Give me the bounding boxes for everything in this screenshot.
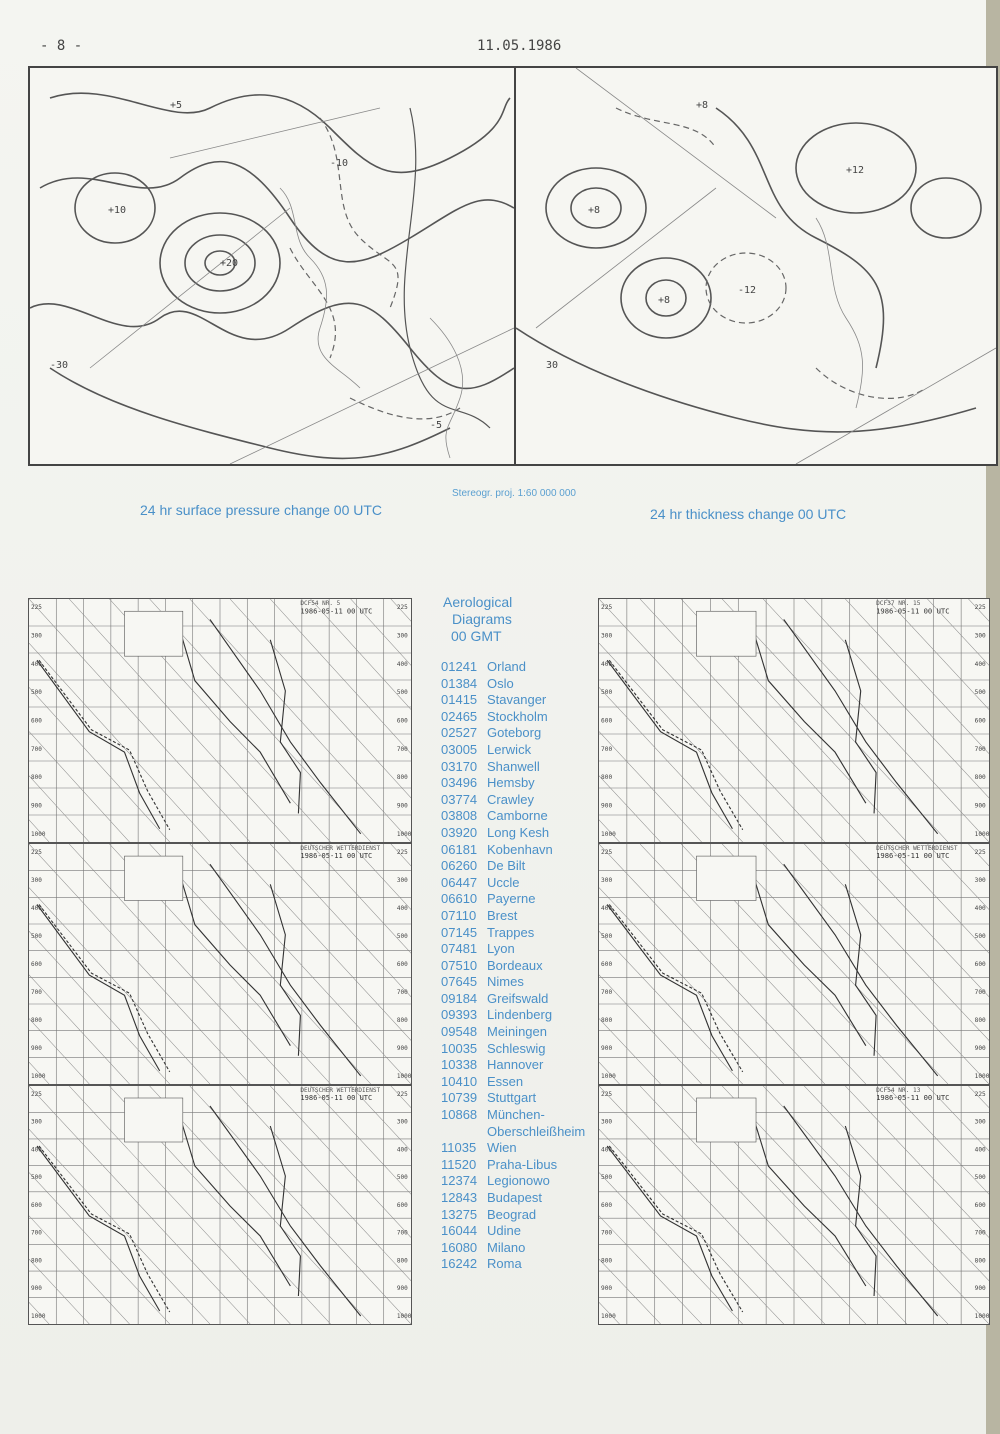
pressure-level-label: 800 <box>601 1257 613 1265</box>
svg-text:-12: -12 <box>738 285 757 296</box>
pressure-level-label: 900 <box>396 1044 408 1052</box>
pressure-level-label: 600 <box>974 1202 986 1209</box>
station-name: Orland <box>487 659 527 674</box>
station-name: Brest <box>487 907 518 923</box>
pressure-level-label: 700 <box>31 1229 42 1237</box>
station-item <box>441 1107 591 1124</box>
pressure-level-label: 600 <box>601 961 613 968</box>
diagram-date-stamp: 1986-05-11 00 UTC <box>876 851 950 861</box>
diagram-office-label: DCF54 NR. 13 <box>876 1087 921 1094</box>
station-name: Oslo <box>487 675 514 691</box>
pressure-level-label: 600 <box>974 961 986 968</box>
pressure-level-label: 600 <box>601 1202 613 1209</box>
pressure-level-label: 225 <box>396 604 408 612</box>
station-name: Shanwell <box>487 758 540 774</box>
pressure-level-label: 1000 <box>974 1313 989 1320</box>
station-name: Lindenberg <box>487 1007 553 1023</box>
pressure-level-label: 1000 <box>601 830 616 838</box>
station-code: 16242 <box>441 1256 478 1272</box>
pressure-level-label: 800 <box>974 1017 986 1024</box>
station-code: 07110 <box>441 907 477 923</box>
station-code: 03496 <box>441 775 478 791</box>
pressure-level-label: 600 <box>396 1202 408 1209</box>
pressure-level-label: 500 <box>31 933 42 941</box>
pressure-level-label: 800 <box>601 1017 613 1024</box>
station-info-box <box>125 856 183 900</box>
pressure-level-label: 300 <box>31 632 42 640</box>
station-name: Bordeaux <box>487 957 543 973</box>
station-name: Oberschleißheim <box>487 1123 586 1139</box>
diagram-date-stamp: 1986-05-11 00 UTC <box>300 606 373 616</box>
station-item <box>441 1024 591 1041</box>
pressure-level-label: 900 <box>31 802 42 810</box>
station-code: 12374 <box>441 1173 478 1189</box>
svg-text:+5: +5 <box>170 100 183 111</box>
diagram-svg <box>29 1086 411 1324</box>
pressure-level-label: 225 <box>601 604 613 612</box>
station-item <box>441 1256 591 1273</box>
diagram-office-label: DEUTSCHER WETTERDIENST <box>876 845 958 853</box>
station-list <box>441 659 591 1273</box>
station-name: Schleswig <box>487 1040 546 1056</box>
pressure-level-label: 500 <box>31 1174 42 1182</box>
station-info-box <box>697 611 757 656</box>
page-date: 11.05.1986 <box>477 38 562 54</box>
pressure-level-label: 400 <box>601 660 613 668</box>
diagram-svg <box>599 1086 989 1324</box>
station-name: Meiningen <box>487 1024 547 1040</box>
pressure-level-label: 500 <box>974 1174 986 1182</box>
svg-text:+20: +20 <box>220 258 239 269</box>
pressure-level-label: 1000 <box>974 830 989 838</box>
thickness-caption: 24 hr thickness change 00 UTC <box>650 506 847 522</box>
diagram-svg <box>599 844 989 1084</box>
station-code: 03774 <box>441 791 478 807</box>
pressure-level-label: 900 <box>396 1285 408 1293</box>
svg-text:+12: +12 <box>846 165 865 176</box>
station-name: Essen <box>487 1073 524 1089</box>
pressure-level-label: 500 <box>601 933 613 941</box>
station-item <box>441 842 591 859</box>
pressure-level-label: 300 <box>31 1118 42 1126</box>
pressure-level-label: 700 <box>974 745 986 753</box>
pressure-level-label: 400 <box>396 660 408 668</box>
pressure-level-label: 600 <box>601 717 613 725</box>
svg-text:+8: +8 <box>588 205 601 216</box>
pressure-level-label: 700 <box>31 745 42 753</box>
pressure-level-label: 600 <box>31 961 42 969</box>
station-item <box>441 676 591 693</box>
station-code: 11520 <box>441 1156 477 1172</box>
station-name: Milano <box>487 1239 526 1255</box>
station-code: 10338 <box>441 1057 478 1073</box>
station-name: Stavanger <box>487 692 547 708</box>
station-item <box>441 775 591 792</box>
station-item <box>441 925 591 942</box>
station-name: Camborne <box>487 808 548 824</box>
pressure-level-label: 900 <box>31 1285 42 1293</box>
station-code: 01241 <box>441 659 478 674</box>
legend-time: 00 GMT <box>451 628 502 644</box>
projection-note: Stereogr. proj. 1:60 000 000 <box>452 488 576 499</box>
station-code: 06260 <box>441 858 478 874</box>
station-item <box>441 692 591 709</box>
station-name: Wien <box>487 1140 517 1156</box>
pressure-level-label: 400 <box>974 660 986 668</box>
aerological-diagram <box>28 1085 412 1325</box>
pressure-level-label: 500 <box>31 689 42 697</box>
station-name: De Bilt <box>487 858 526 874</box>
pressure-level-label: 800 <box>31 774 42 782</box>
aerological-diagram <box>598 1085 990 1325</box>
station-code: 03170 <box>441 758 478 774</box>
station-info-box <box>697 1098 757 1142</box>
aerological-diagram <box>28 598 412 843</box>
pressure-level-label: 300 <box>31 877 42 885</box>
station-item <box>441 1223 591 1240</box>
station-info-box <box>697 856 757 900</box>
pressure-level-label: 600 <box>974 717 986 725</box>
pressure-level-label: 400 <box>601 1146 613 1154</box>
pressure-level-label: 225 <box>396 849 408 857</box>
pressure-level-label: 800 <box>31 1016 42 1024</box>
pressure-level-label: 400 <box>974 1146 986 1154</box>
pressure-level-label: 900 <box>974 802 986 810</box>
map-left-svg <box>30 68 514 464</box>
station-name: Legionowo <box>487 1173 550 1189</box>
pressure-level-label: 300 <box>396 632 408 640</box>
pressure-level-label: 900 <box>974 1285 986 1293</box>
pressure-level-label: 300 <box>974 1118 986 1126</box>
station-item <box>441 1140 591 1157</box>
svg-text:+8: +8 <box>696 100 709 111</box>
station-name: Uccle <box>487 874 520 890</box>
pressure-level-label: 400 <box>974 905 986 913</box>
pressure-level-label: 500 <box>396 933 408 941</box>
station-name: Greifswald <box>487 990 549 1006</box>
station-name: Lyon <box>487 941 515 957</box>
diagram-office-label: DCF54 NR. 5 <box>300 600 341 608</box>
svg-text:-5: -5 <box>430 420 443 431</box>
pressure-level-label: 800 <box>31 1257 42 1265</box>
station-name: Long Kesh <box>487 824 550 840</box>
station-name: Goteborg <box>487 725 542 741</box>
pressure-level-label: 600 <box>31 1202 42 1209</box>
station-code: 16044 <box>441 1223 478 1239</box>
pressure-level-label: 900 <box>601 802 613 810</box>
pressure-level-label: 700 <box>396 988 408 997</box>
surface-pressure-change-map <box>28 66 516 466</box>
aerological-diagram <box>598 598 990 843</box>
pressure-level-label: 500 <box>601 1174 613 1182</box>
svg-text:+8: +8 <box>658 295 671 306</box>
station-legend <box>441 594 591 1273</box>
pressure-level-label: 1000 <box>31 1313 46 1320</box>
diagram-date-stamp: 1986-05-11 00 UTC <box>876 1093 950 1102</box>
pressure-level-label: 800 <box>396 1016 408 1024</box>
pressure-level-label: 300 <box>601 1118 613 1126</box>
diagram-svg <box>599 599 989 842</box>
pressure-level-label: 225 <box>396 1091 408 1098</box>
station-code: 10035 <box>441 1040 478 1056</box>
pressure-level-label: 900 <box>31 1044 42 1052</box>
station-item <box>441 725 591 742</box>
pressure-level-label: 600 <box>31 717 42 725</box>
pressure-level-label: 500 <box>396 1174 408 1182</box>
pressure-level-label: 300 <box>396 1118 408 1126</box>
pressure-level-label: 1000 <box>396 830 411 838</box>
pressure-level-label: 500 <box>974 933 986 941</box>
pressure-level-label: 700 <box>601 745 613 753</box>
pressure-level-label: 1000 <box>974 1072 989 1080</box>
pressure-level-label: 700 <box>396 1229 408 1237</box>
diagram-svg <box>29 844 411 1084</box>
diagram-date-stamp: 1986-05-11 00 UTC <box>300 851 373 861</box>
station-code: 10868 <box>441 1107 478 1123</box>
station-name: Budapest <box>487 1190 542 1205</box>
pressure-level-label: 500 <box>974 689 986 697</box>
station-name: Trappes <box>487 924 535 940</box>
station-name: Kobenhavn <box>487 841 553 857</box>
station-code: 06610 <box>441 891 478 907</box>
pressure-level-label: 300 <box>974 632 986 640</box>
station-info-box <box>125 611 183 656</box>
station-item <box>441 1041 591 1058</box>
station-code: 10739 <box>441 1090 478 1106</box>
pressure-level-label: 600 <box>396 717 408 725</box>
station-item <box>441 991 591 1008</box>
aerological-diagram <box>28 843 412 1085</box>
station-item <box>441 1190 591 1207</box>
station-name: Hannover <box>487 1057 544 1073</box>
aerological-diagram <box>598 843 990 1085</box>
pressure-level-label: 400 <box>396 905 408 913</box>
page-number: - 8 - <box>40 38 83 54</box>
station-code: 07145 <box>441 924 478 940</box>
station-code: 02465 <box>441 708 478 724</box>
pressure-level-label: 225 <box>31 849 42 857</box>
pressure-level-label: 900 <box>601 1045 613 1052</box>
pressure-level-label: 900 <box>974 1045 986 1052</box>
pressure-level-label: 700 <box>601 1229 613 1237</box>
pressure-level-label: 400 <box>31 905 42 913</box>
legend-title: Aerological <box>443 594 513 610</box>
pressure-level-label: 800 <box>974 774 986 782</box>
station-item <box>441 742 591 759</box>
pressure-level-label: 700 <box>974 989 986 996</box>
station-item <box>441 974 591 991</box>
surface-pressure-caption: 24 hr surface pressure change 00 UTC <box>140 502 383 518</box>
pressure-level-label: 700 <box>974 1229 986 1237</box>
legend-subtitle: Diagrams <box>452 611 512 627</box>
pressure-level-label: 225 <box>974 849 986 857</box>
svg-text:+10: +10 <box>108 205 127 216</box>
diagram-office-label: DEUTSCHER WETTERDIENST <box>300 845 381 853</box>
station-name: Udine <box>487 1223 521 1239</box>
station-code: 09393 <box>441 1007 478 1023</box>
station-code: 07481 <box>441 941 478 957</box>
station-item <box>441 941 591 958</box>
station-code: 06447 <box>441 874 478 890</box>
station-code: 07510 <box>441 957 478 973</box>
station-code: 03808 <box>441 808 478 824</box>
station-item <box>441 1207 591 1224</box>
station-code: 03005 <box>441 741 478 757</box>
station-name: Nimes <box>487 974 524 990</box>
station-code: 09184 <box>441 990 478 1006</box>
station-name: Roma <box>487 1256 522 1272</box>
station-item <box>441 659 591 676</box>
station-item <box>441 825 591 842</box>
station-item <box>441 875 591 892</box>
station-code: 16080 <box>441 1239 478 1255</box>
station-code: 12843 <box>441 1190 478 1205</box>
pressure-level-label: 225 <box>601 849 613 857</box>
pressure-level-label: 1000 <box>601 1313 616 1320</box>
pressure-level-label: 500 <box>601 689 613 697</box>
station-name: Stockholm <box>487 708 548 724</box>
station-item <box>441 1007 591 1024</box>
svg-text:-10: -10 <box>330 158 349 169</box>
station-item <box>441 908 591 925</box>
station-item <box>441 891 591 908</box>
pressure-level-label: 225 <box>31 1091 42 1098</box>
diagram-date-stamp: 1986-05-11 00 UTC <box>300 1093 373 1102</box>
pressure-level-label: 1000 <box>601 1072 616 1080</box>
svg-text:30: 30 <box>546 360 559 371</box>
pressure-level-label: 400 <box>601 905 613 913</box>
station-code: 01384 <box>441 675 478 691</box>
pressure-level-label: 800 <box>601 774 613 782</box>
station-item <box>441 958 591 975</box>
pressure-level-label: 225 <box>31 604 42 612</box>
station-item <box>441 1090 591 1107</box>
station-item <box>441 1157 591 1174</box>
station-name: Crawley <box>487 791 534 807</box>
pressure-level-label: 225 <box>974 1091 986 1098</box>
station-code: 09548 <box>441 1024 478 1040</box>
pressure-level-label: 900 <box>396 802 408 810</box>
pressure-level-label: 1000 <box>396 1072 411 1080</box>
diagram-office-label: DCF37 NR. 15 <box>876 600 921 608</box>
diagram-office-label: DEUTSCHER WETTERDIENST <box>300 1087 381 1094</box>
station-item <box>441 759 591 776</box>
pressure-level-label: 900 <box>601 1285 613 1293</box>
pressure-level-label: 700 <box>31 988 42 997</box>
pressure-level-label: 800 <box>396 1257 408 1265</box>
station-item <box>441 1240 591 1257</box>
station-item <box>441 792 591 809</box>
pressure-level-label: 300 <box>396 877 408 885</box>
pressure-level-label: 300 <box>601 877 613 885</box>
station-item <box>441 1074 591 1091</box>
station-code: 10410 <box>441 1073 478 1089</box>
pressure-level-label: 1000 <box>396 1313 411 1320</box>
pressure-level-label: 1000 <box>31 1072 46 1080</box>
station-code: 11035 <box>441 1140 477 1156</box>
station-code: 06181 <box>441 841 478 857</box>
station-name: Praha-Libus <box>487 1156 558 1172</box>
pressure-level-label: 225 <box>974 604 986 612</box>
svg-text:-30: -30 <box>50 360 69 371</box>
pressure-level-label: 400 <box>396 1146 408 1154</box>
station-item <box>441 1124 591 1141</box>
pressure-level-label: 800 <box>974 1257 986 1265</box>
station-item <box>441 709 591 726</box>
station-code: 07645 <box>441 974 478 990</box>
station-code: 03920 <box>441 824 478 840</box>
diagram-date-stamp: 1986-05-11 00 UTC <box>876 606 950 616</box>
pressure-level-label: 700 <box>396 745 408 753</box>
diagram-svg <box>29 599 411 842</box>
pressure-level-label: 800 <box>396 774 408 782</box>
station-item <box>441 1173 591 1190</box>
station-item <box>441 808 591 825</box>
station-item <box>441 858 591 875</box>
pressure-level-label: 225 <box>601 1091 613 1098</box>
pressure-level-label: 1000 <box>31 830 46 838</box>
station-name: Payerne <box>487 891 536 907</box>
station-code: 02527 <box>441 725 478 741</box>
pressure-level-label: 700 <box>601 989 613 996</box>
station-info-box <box>125 1098 183 1142</box>
pressure-level-label: 300 <box>601 632 613 640</box>
pressure-level-label: 500 <box>396 689 408 697</box>
station-name: Stuttgart <box>487 1090 537 1106</box>
station-item <box>441 1057 591 1074</box>
station-code: 13275 <box>441 1206 478 1222</box>
station-code: 01415 <box>441 692 478 708</box>
map-right-svg <box>516 68 996 464</box>
pressure-level-label: 400 <box>31 660 42 668</box>
thickness-change-map <box>514 66 998 466</box>
pressure-level-label: 600 <box>396 961 408 969</box>
station-name: Hemsby <box>487 775 535 791</box>
pressure-level-label: 400 <box>31 1146 42 1154</box>
station-name: Beograd <box>487 1206 537 1222</box>
station-name: Lerwick <box>487 741 532 757</box>
station-name: München- <box>487 1107 545 1123</box>
pressure-level-label: 300 <box>974 877 986 885</box>
